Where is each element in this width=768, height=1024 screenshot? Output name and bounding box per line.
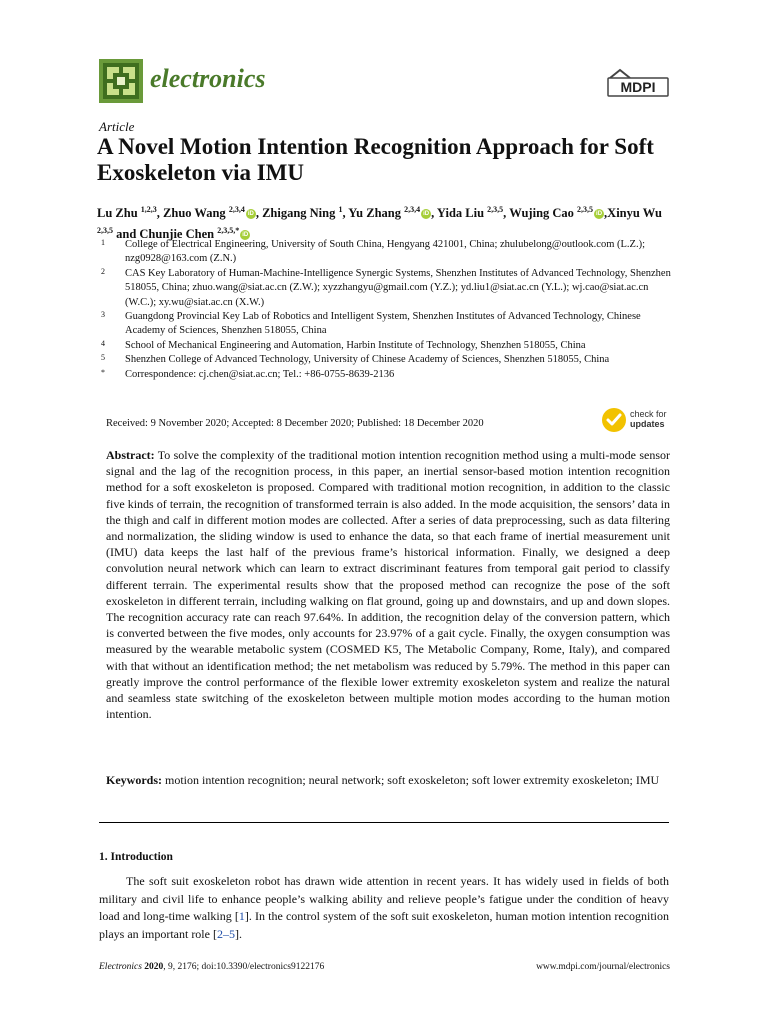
affiliation-number: * <box>101 367 105 377</box>
affiliation-item <box>101 310 681 339</box>
publication-dates: Received: 9 November 2020; Accepted: 8 December 2020; Published: 18 December 2020 <box>106 418 484 429</box>
citation-link[interactable]: 1 <box>238 909 245 924</box>
author-list <box>97 201 677 243</box>
author-affiliation-marker: 2,3,4 <box>228 205 245 214</box>
author-separator: and <box>113 227 140 242</box>
footer-journal: Electronics <box>99 962 142 972</box>
author-separator: , <box>156 206 164 221</box>
intro-text-part: The soft suit exoskeleton robot has drawn wide attention in recent years. It has widely used in fields of both military and civil life to enhance people’s walking ability and relieve people’s fatigue under the condition of heavy load and long-time walking [ <box>99 874 669 924</box>
abstract-label: Abstract: <box>106 448 155 462</box>
orcid-icon[interactable]: iD <box>596 211 603 218</box>
orcid-icon[interactable]: iD <box>423 211 430 218</box>
affiliation-item <box>101 267 681 310</box>
author-affiliation-marker: 1 <box>338 205 343 214</box>
author-affiliation-marker: 2,3,5 <box>577 205 594 214</box>
introduction-paragraph <box>99 873 669 943</box>
footer-year: 2020 <box>144 962 164 972</box>
section-divider <box>99 822 669 823</box>
author-name: Yida Liu <box>436 206 485 221</box>
affiliation-item <box>101 353 681 367</box>
affiliation-text: CAS Key Laboratory of Human-Machine-Intelligence Synergic Systems, Shenzhen Institutes of Advanced Technology, Shenzhen 518055, China; zhuo.wang@siat.ac.cn (Z.W.); xyzzhangyu@gmail.com (Y.Z.); yd.liu1@siat.ac.cn (Y.L.); wj.cao@siat.ac.cn (W.C.); xy.wu@siat.ac.cn (X.W.) <box>125 267 671 308</box>
author-affiliation-marker: 2,3,5 <box>97 226 113 236</box>
affiliation-number: 3 <box>101 310 105 320</box>
author-affiliation-marker: 1,2,3 <box>140 205 157 214</box>
citation-link[interactable]: 2–5 <box>216 926 235 941</box>
affiliation-item <box>101 368 681 382</box>
affiliation-text: Shenzhen College of Advanced Technology, University of Chinese Academy of Sciences, Shenzhen 518055, China <box>125 354 610 366</box>
keywords <box>106 772 670 788</box>
author-name: Lu Zhu <box>97 206 138 221</box>
author-separator: , <box>255 206 263 221</box>
journal-logo-icon <box>99 59 143 103</box>
publisher-name: MDPI <box>620 79 656 95</box>
author-affiliation-marker: 2,3,4 <box>404 205 421 214</box>
author-separator: , <box>503 206 510 221</box>
author-affiliation-marker: 2,3,5 <box>487 205 504 214</box>
author-name: Zhuo Wang <box>163 206 226 221</box>
affiliation-text: Guangdong Provincial Key Lab of Robotics and Intelligent System, Shenzhen Institutes of Advanced Technology, Chinese Academy of Sciences, Shenzhen 518055, China <box>125 311 641 337</box>
affiliation-number: 2 <box>101 266 105 276</box>
abstract-text: To solve the complexity of the traditional motion intention recognition method using a multi-mode sensor signal and the lag of the recognition process, in this paper, an inertial sensor-based motion intention recognition method for a soft exoskeleton is proposed. Compared with traditional motion recognition, in addition to the classic five kinds of terrain, the recognition of transformed terrain is also added. In the mode acquisition, the sensors’ data in the thigh and calf in different motion modes are collected. After a series of data preprocessing, such as data filtering and normalization, the sliding window is used to enhance the data, so that each frame of inertial measurement unit (IMU) data keeps the last half of the previous frame’s historical information. Finally, we designed a deep convolution neural network which can learn to extract discriminant features from temporal gait period to classify different terrain. The experimental results show that the proposed method can recognize the pose of the soft exoskeleton in different terrain, including walking on flat ground, going up and downstairs, and up and down slopes. The recognition accuracy rate can reach 97.64%. In addition, the recognition delay of the conversion pattern, which is converted between the five modes, only accounts for 23.97% of a gait cycle. Finally, the oxygen consumption was measured by the wearable metabolic system (COSMED K5, The Metabolic Company, Rome, Italy), and compared with that without an identification method; the net metabolism was reduced by 5.79%. The method in this paper can greatly improve the control performance of the flexible lower extremity exoskeleton system and realize the natural and seamless state switching of the exoskeleton between multiple motion modes according to the human motion intention. <box>106 448 670 722</box>
author-name: Chunjie Chen <box>139 227 215 242</box>
check-updates-icon <box>600 406 628 434</box>
intro-text-part: ]. <box>234 926 242 941</box>
affiliation-item <box>101 339 681 353</box>
keywords-label: Keywords: <box>106 773 162 787</box>
author-affiliation-marker: 2,3,5,* <box>217 226 240 236</box>
affiliation-number: 4 <box>101 338 105 348</box>
mdpi-logo-icon <box>606 66 670 98</box>
orcid-icon[interactable]: iD <box>247 211 254 218</box>
section-heading-introduction: 1. Introduction <box>99 851 173 863</box>
article-type: Article <box>99 119 135 134</box>
author-name: Xinyu Wu <box>607 206 662 221</box>
keywords-text: motion intention recognition; neural network; soft exoskeleton; soft lower extremity exoskeleton; IMU <box>165 773 660 787</box>
article-title: A Novel Motion Intention Recognition Approach for Soft Exoskeleton via IMU <box>97 134 654 185</box>
author-name: Zhigang Ning <box>262 206 336 221</box>
orcid-icon[interactable]: iD <box>242 232 249 239</box>
author-name: Yu Zhang <box>348 206 401 221</box>
check-updates-line1: check for <box>630 409 667 419</box>
footer-url[interactable]: www.mdpi.com/journal/electronics <box>536 962 670 972</box>
intro-text-part: ]. In the control system of the soft suit exoskeleton, human motion intention recognition plays an important role [ <box>99 909 669 941</box>
author-separator: , <box>431 206 437 221</box>
affiliation-text: Correspondence: cj.chen@siat.ac.cn; Tel.: +86-0755-8639-2136 <box>125 368 395 380</box>
author-separator: , <box>342 206 349 221</box>
affiliation-list <box>101 238 681 382</box>
abstract <box>106 447 670 722</box>
check-updates-line2: updates <box>630 419 665 429</box>
affiliation-text: College of Electrical Engineering, University of South China, Hengyang 421001, China; zhulubelong@outlook.com (L.Z.); nzg0928@163.com (Z.N.) <box>125 239 645 265</box>
author-name: Wujing Cao <box>509 206 574 221</box>
footer-citation <box>99 962 324 972</box>
footer-citation-text: , 9, 2176; doi:10.3390/electronics9122176 <box>163 962 325 972</box>
author-separator: , <box>604 206 608 221</box>
affiliation-number: 1 <box>101 238 105 247</box>
affiliation-text: School of Mechanical Engineering and Automation, Harbin Institute of Technology, Shenzhen 518055, China <box>125 339 586 351</box>
check-for-updates-badge[interactable] <box>600 406 675 434</box>
journal-name: electronics <box>150 64 266 93</box>
affiliation-number: 5 <box>101 353 105 363</box>
affiliation-item <box>101 238 681 267</box>
